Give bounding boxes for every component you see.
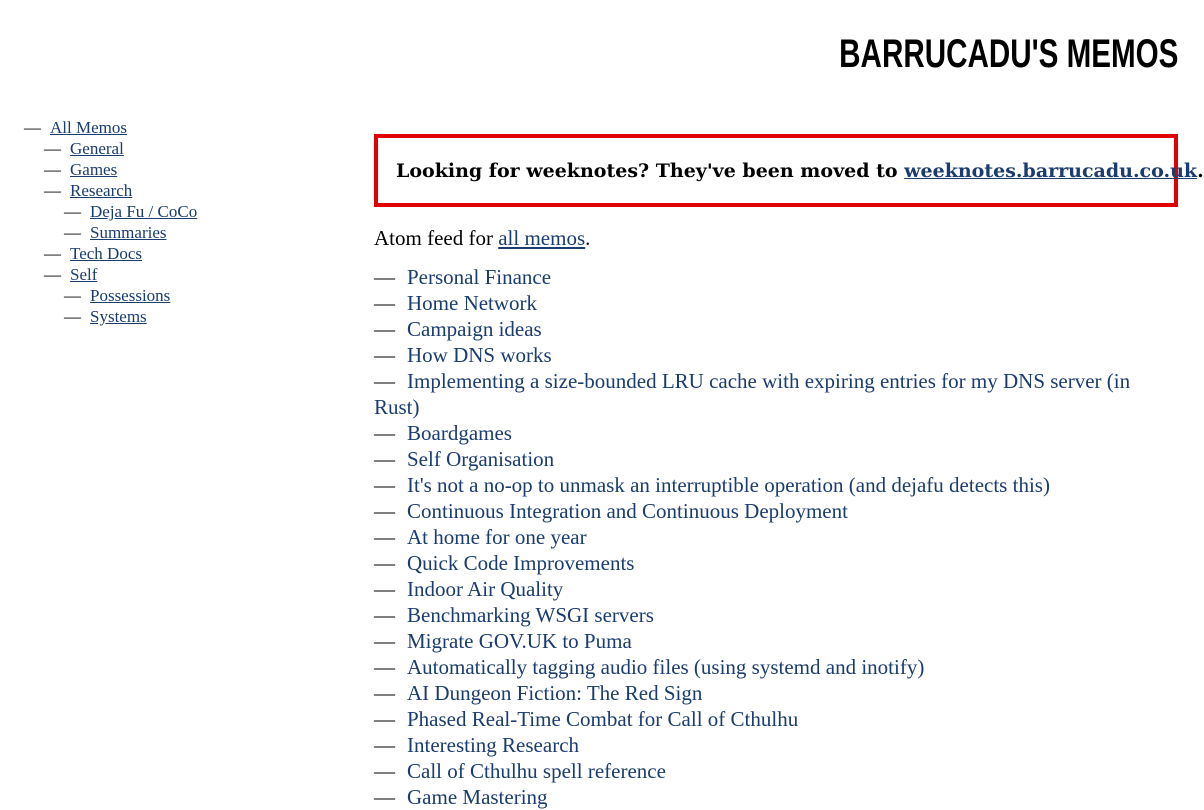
- memo-link[interactable]: Interesting Research: [407, 733, 580, 757]
- memo-link[interactable]: It's not a no-op to unmask an interruptible operation (and dejafu detects this): [407, 473, 1050, 497]
- memo-list-item: [374, 654, 1178, 680]
- memo-list-item: [374, 498, 1178, 524]
- memo-dash: —: [374, 499, 395, 523]
- memo-dash: —: [374, 733, 395, 757]
- memo-dash: —: [374, 759, 395, 783]
- memo-dash: —: [374, 785, 395, 809]
- memo-dash: —: [374, 603, 395, 627]
- memo-dash: —: [374, 317, 395, 341]
- memo-dash: —: [374, 447, 395, 471]
- memo-link[interactable]: Home Network: [407, 291, 538, 315]
- memo-link[interactable]: Quick Code Improvements: [407, 551, 635, 575]
- memo-dash: —: [374, 577, 395, 601]
- memo-list-item: [374, 342, 1178, 368]
- sidebar-dash: —: [44, 139, 61, 158]
- sidebar-link[interactable]: Research: [70, 181, 133, 200]
- sidebar-item: [24, 138, 344, 159]
- memo-link[interactable]: Boardgames: [407, 421, 512, 445]
- memo-link[interactable]: Personal Finance: [407, 265, 552, 289]
- memo-list-item: [374, 758, 1178, 784]
- memo-list-item: [374, 732, 1178, 758]
- memo-dash: —: [374, 655, 395, 679]
- memo-dash: —: [374, 343, 395, 367]
- memo-list-item: [374, 420, 1178, 446]
- sidebar-dash: —: [44, 181, 61, 200]
- memo-dash: —: [374, 707, 395, 731]
- weeknotes-notice: [374, 134, 1204, 207]
- sidebar-link[interactable]: All Memos: [50, 118, 127, 137]
- memo-link[interactable]: Indoor Air Quality: [407, 577, 564, 601]
- memo-link[interactable]: AI Dungeon Fiction: The Red Sign: [407, 681, 703, 705]
- sidebar-item: [24, 285, 344, 306]
- memo-list-item: [374, 706, 1178, 732]
- atom-text: Atom feed for: [374, 226, 499, 250]
- memo-list-item: [374, 628, 1178, 654]
- sidebar-dash: —: [64, 286, 81, 305]
- memo-dash: —: [374, 265, 395, 289]
- memo-dash: —: [374, 421, 395, 445]
- memo-list-item: [374, 680, 1178, 706]
- memo-link[interactable]: Implementing a size-bounded LRU cache with expiring entries for my DNS server (in Rust): [374, 369, 1131, 419]
- sidebar-dash: —: [44, 160, 61, 179]
- memo-link[interactable]: Benchmarking WSGI servers: [407, 603, 654, 627]
- memo-dash: —: [374, 369, 395, 393]
- sidebar-dash: —: [44, 244, 61, 263]
- main-content: [374, 134, 1204, 810]
- memo-dash: —: [374, 291, 395, 315]
- memo-dash: —: [374, 551, 395, 575]
- sidebar-item: [24, 264, 344, 285]
- sidebar-link[interactable]: General: [70, 139, 124, 158]
- sidebar-item: [24, 243, 344, 264]
- memo-link[interactable]: Call of Cthulhu spell reference: [407, 759, 666, 783]
- memo-list-item: [374, 290, 1178, 316]
- sidebar-link[interactable]: Systems: [90, 307, 147, 326]
- sidebar-item: [24, 222, 344, 243]
- memo-link[interactable]: Migrate GOV.UK to Puma: [407, 629, 632, 653]
- memo-list-item: [374, 316, 1178, 342]
- memo-list-item: [374, 602, 1178, 628]
- sidebar-link[interactable]: Deja Fu / CoCo: [90, 202, 198, 221]
- memo-list: [374, 264, 1178, 810]
- memo-list-item: [374, 576, 1178, 602]
- sidebar-item: [24, 117, 344, 138]
- site-title[interactable]: BARRUCADU'S MEMOS: [838, 32, 1178, 76]
- sidebar-nav: [24, 117, 344, 327]
- memo-list-item: [374, 368, 1178, 420]
- memo-list-item: [374, 524, 1178, 550]
- sidebar-link[interactable]: Tech Docs: [70, 244, 142, 263]
- memo-link[interactable]: Automatically tagging audio files (using systemd and inotify): [407, 655, 925, 679]
- sidebar-dash: —: [64, 223, 81, 242]
- atom-feed-link[interactable]: all memos: [498, 226, 586, 250]
- memo-list-item: [374, 264, 1178, 290]
- sidebar-link[interactable]: Self: [70, 265, 98, 284]
- sidebar-dash: —: [64, 307, 81, 326]
- sidebar-item: [24, 159, 344, 180]
- atom-feed-line: [374, 221, 1178, 255]
- memo-list-item: [374, 446, 1178, 472]
- memo-dash: —: [374, 473, 395, 497]
- sidebar-dash: —: [44, 265, 61, 284]
- sidebar-item: [24, 306, 344, 327]
- sidebar-item: [24, 180, 344, 201]
- memo-link[interactable]: How DNS works: [407, 343, 552, 367]
- notice-suffix: .: [1197, 160, 1204, 182]
- sidebar-link[interactable]: Possessions: [90, 286, 171, 305]
- sidebar-dash: —: [64, 202, 81, 221]
- memo-dash: —: [374, 681, 395, 705]
- memo-link[interactable]: Campaign ideas: [407, 317, 542, 341]
- notice-text: Looking for weeknotes? They've been moved to: [396, 160, 905, 182]
- weeknotes-link[interactable]: weeknotes.barrucadu.co.uk: [904, 160, 1198, 182]
- memo-link[interactable]: Continuous Integration and Continuous Deployment: [407, 499, 848, 523]
- memo-dash: —: [374, 629, 395, 653]
- memo-list-item: [374, 472, 1178, 498]
- memo-list-item: [374, 550, 1178, 576]
- memo-link[interactable]: Self Organisation: [407, 447, 555, 471]
- memo-dash: —: [374, 525, 395, 549]
- sidebar-dash: —: [24, 118, 41, 137]
- memo-link[interactable]: At home for one year: [407, 525, 587, 549]
- atom-suffix: .: [585, 226, 591, 250]
- sidebar-link[interactable]: Summaries: [90, 223, 167, 242]
- sidebar-item: [24, 201, 344, 222]
- memo-list-item: [374, 784, 1178, 810]
- sidebar-list: [24, 117, 344, 327]
- memo-link[interactable]: Game Mastering: [407, 785, 548, 809]
- memo-link[interactable]: Phased Real-Time Combat for Call of Cthulhu: [407, 707, 799, 731]
- sidebar-link[interactable]: Games: [70, 160, 118, 179]
